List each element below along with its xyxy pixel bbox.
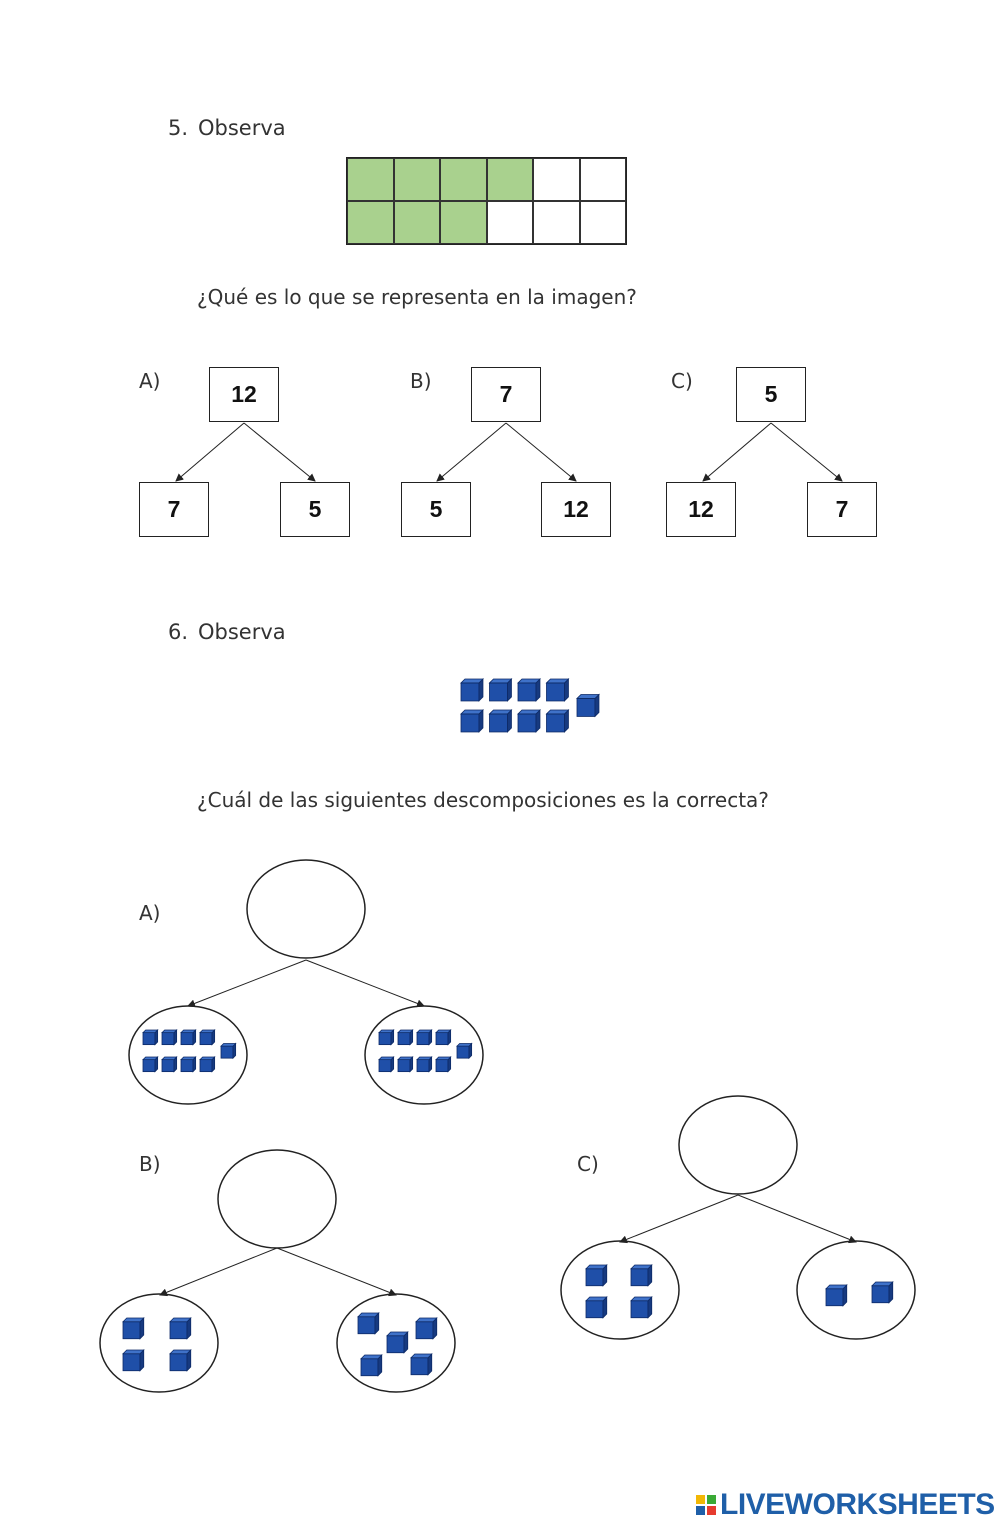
cube-icon <box>170 1318 191 1339</box>
q5-option-a-part-left: 7 <box>139 482 209 537</box>
cube-icon <box>162 1057 177 1072</box>
cube-icon <box>518 710 540 732</box>
q5-option-c-part-right: 7 <box>807 482 877 537</box>
cube-icon <box>631 1297 652 1318</box>
answer-ellipse-a-top[interactable] <box>247 860 365 958</box>
q6-option-c-label: C) <box>577 1152 599 1176</box>
cube-icon <box>170 1350 191 1371</box>
q5-option-b-whole[interactable]: 7 <box>471 367 541 422</box>
cube-icon <box>826 1285 847 1306</box>
cube-icon <box>379 1057 394 1072</box>
ellipse-b-left <box>100 1294 218 1392</box>
q6-option-a-label: A) <box>139 901 161 925</box>
cube-icon <box>416 1318 437 1339</box>
q5-option-b-part-left: 5 <box>401 482 471 537</box>
q5-option-a-whole[interactable]: 12 <box>209 367 279 422</box>
q5-option-b-label: B) <box>410 369 432 393</box>
question-5-title: 5. Observa <box>168 116 286 140</box>
cube-icon <box>490 679 512 701</box>
cube-icon <box>417 1057 432 1072</box>
ellipse-c-left <box>561 1241 679 1339</box>
cube-icon <box>547 679 569 701</box>
cube-icon <box>123 1350 144 1371</box>
cube-icon <box>436 1057 451 1072</box>
q5-option-a-label: A) <box>139 369 161 393</box>
question-5-prompt: ¿Qué es lo que se representa en la imagen? <box>197 285 637 309</box>
cube-icon <box>631 1265 652 1286</box>
cube-icon <box>436 1030 451 1045</box>
q5-option-c-part-left: 12 <box>666 482 736 537</box>
cube-icon <box>200 1057 215 1072</box>
cube-icon <box>162 1030 177 1045</box>
cube-icon <box>181 1057 196 1072</box>
cube-icon <box>123 1318 144 1339</box>
cube-icon <box>398 1057 413 1072</box>
q5-option-a-part-right: 5 <box>280 482 350 537</box>
question-6-prompt: ¿Cuál de las siguientes descomposiciones es la correcta? <box>197 788 769 812</box>
cube-icon <box>457 1044 472 1059</box>
cube-icon <box>490 710 512 732</box>
cube-icon <box>577 695 599 717</box>
cube-icon <box>361 1355 382 1376</box>
cube-icon <box>547 710 569 732</box>
liveworksheets-logo-icon <box>696 1495 716 1515</box>
cube-icon <box>461 679 483 701</box>
cube-icon <box>221 1044 236 1059</box>
cube-groups <box>123 679 893 1376</box>
q5-option-c-label: C) <box>671 369 693 393</box>
cube-icon <box>143 1030 158 1045</box>
cube-icon <box>461 710 483 732</box>
cube-icon <box>417 1030 432 1045</box>
cube-icon <box>411 1354 432 1375</box>
q6-option-b-label: B) <box>139 1152 161 1176</box>
cube-icon <box>181 1030 196 1045</box>
cube-icon <box>379 1030 394 1045</box>
cube-icon <box>398 1030 413 1045</box>
cube-icon <box>872 1282 893 1303</box>
answer-ellipse-c-top[interactable] <box>679 1096 797 1194</box>
q5-option-c-whole[interactable]: 5 <box>736 367 806 422</box>
liveworksheets-logo: LIVEWORKSHEETS <box>696 1488 995 1522</box>
cube-icon <box>200 1030 215 1045</box>
ellipse-c-right <box>797 1241 915 1339</box>
q5-option-b-part-right: 12 <box>541 482 611 537</box>
cube-icon <box>387 1332 408 1353</box>
cube-icon <box>586 1297 607 1318</box>
question-6-title: 6. Observa <box>168 620 286 644</box>
cube-icon <box>143 1057 158 1072</box>
cube-icon <box>358 1313 379 1334</box>
answer-ellipse-b-top[interactable] <box>218 1150 336 1248</box>
cube-icon <box>518 679 540 701</box>
cube-icon <box>586 1265 607 1286</box>
